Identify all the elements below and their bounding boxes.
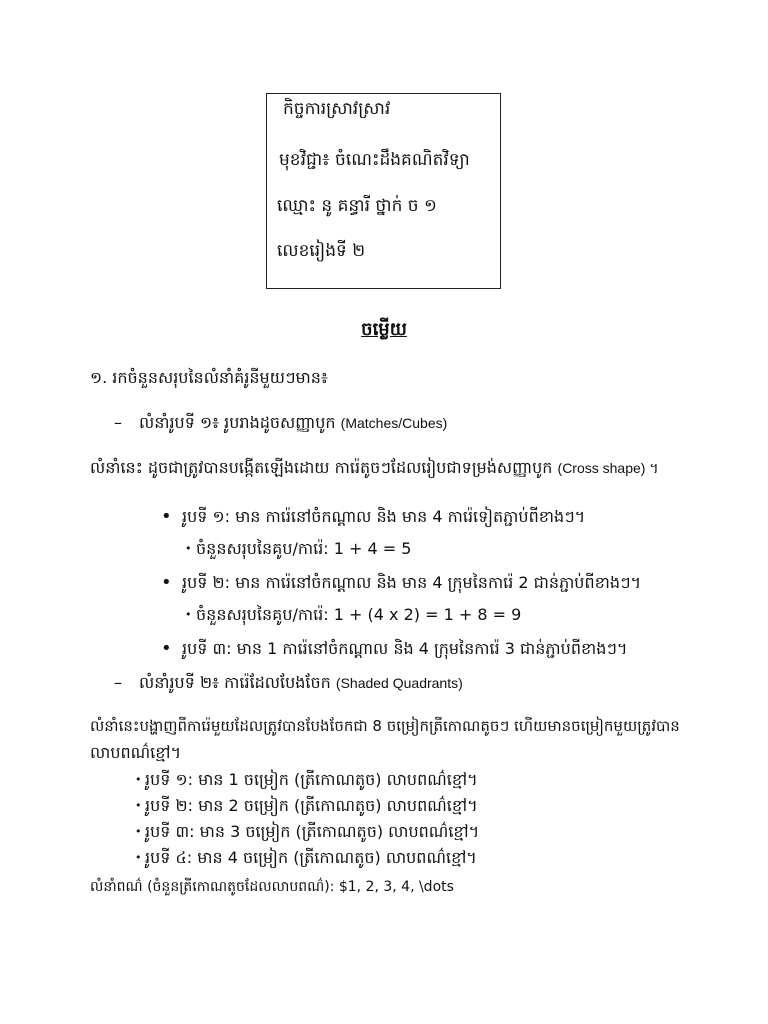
pattern-1-label-text: លំនាំរូបទី ១៖ រូបរាងដូចសញ្ញាបូក — [139, 413, 341, 432]
header-box — [266, 93, 501, 289]
bullet-icon: • — [135, 799, 142, 812]
bullet-icon: • — [185, 542, 192, 555]
pattern-1-item-1-total: ចំនួនសរុបនៃគូប/ការ៉េ: 1 + 4 = 5 — [196, 539, 412, 558]
dash-marker: – — [114, 673, 122, 692]
pattern-2-description-line-2: លាបពណ៌ខ្មៅ។ — [90, 743, 182, 762]
pattern-2-item-3: រូបទី ៣: មាន 3 ចម្រៀក (ត្រីកោណតូច) លាបពណ៌ខ្មៅ។ — [145, 822, 480, 841]
pattern-1-item-1: រូបទី ១: មាន ការ៉េនៅចំកណ្ដាល និង មាន 4 ការ៉េទៀតភ្ជាប់ពីខាងៗ។ — [182, 507, 586, 526]
header-subject: មុខវិជ្ជា៖ ចំណេះដឹងគណិតវិទ្យា — [279, 150, 470, 170]
pattern-2-label — [139, 672, 463, 694]
header-assignment: កិច្ចការស្រាវស្រាវ — [283, 99, 391, 119]
pattern-1-label — [139, 412, 447, 434]
page-title: ចម្លើយ — [361, 319, 407, 340]
pattern-2-item-4: រូបទី ៤: មាន 4 ចម្រៀក (ត្រីកោណតូច) លាបពណ៌ខ្មៅ។ — [145, 848, 477, 867]
dash-marker: – — [114, 413, 122, 432]
bullet-icon: • — [135, 851, 142, 864]
pattern-1-item-3: រូបទី ៣: មាន 1 ការ៉េនៅចំកណ្ដាល និង 4 ក្រុមនៃការ៉េ 3 ជាន់ភ្ជាប់ពីខាងៗ។ — [182, 639, 628, 658]
pattern-2-description-line-1: លំនាំនេះបង្ហាញពីការ៉េមួយដែលត្រូវបានបែងចែកជា 8 ចម្រៀកត្រីកោណតូចៗ ហើយមានចម្រៀកមួយត្រូវបាន — [90, 717, 680, 735]
pattern-2-label-text: លំនាំរូបទី ២៖ ការ៉េដែលបែងចែក — [139, 673, 336, 692]
header-number: លេខរៀងទី ២ — [277, 241, 366, 261]
header-name-class: ឈ្មោះ នូ គន្ធារី ថ្នាក់ ច ១ — [277, 196, 437, 216]
pattern-2-item-1: រូបទី ១: មាន 1 ចម្រៀក (ត្រីកោណតូច) លាបពណ៌ខ្មៅ។ — [145, 770, 478, 789]
bullet-icon: • — [161, 506, 172, 527]
pattern-2-sequence: លំនាំពណ៌ (ចំនួនត្រីកោណតូចដែលលាបពណ៌): $1, 2, 3, 4, \dots — [90, 879, 454, 895]
bullet-icon: • — [161, 638, 172, 659]
pattern-1-desc-latin: (Cross shape) ។ — [557, 460, 659, 476]
pattern-2-item-2: រូបទី ២: មាន 2 ចម្រៀក (ត្រីកោណតូច) លាបពណ៌ខ្មៅ។ — [145, 796, 478, 815]
bullet-icon: • — [135, 773, 142, 786]
bullet-icon: • — [185, 608, 192, 621]
question-1: ១. រកចំនួនសរុបនៃលំនាំគំរូនីមួយៗមាន៖ — [90, 368, 328, 387]
pattern-1-label-latin: (Matches/Cubes) — [340, 415, 448, 431]
bullet-icon: • — [135, 825, 142, 838]
pattern-1-description — [90, 457, 659, 479]
pattern-1-item-2: រូបទី ២: មាន ការ៉េនៅចំកណ្ដាល និង មាន 4 ក្រុមនៃការ៉េ 2 ជាន់ភ្ជាប់ពីខាងៗ។ — [182, 573, 642, 592]
bullet-icon: • — [161, 572, 172, 593]
pattern-1-desc-text: លំនាំនេះ ដូចជាត្រូវបានបង្កើតឡើងដោយ ការ៉េតូចៗដែលរៀបជាទម្រង់សញ្ញាបូក — [90, 458, 558, 477]
pattern-1-item-2-total: ចំនួនសរុបនៃគូប/ការ៉េ: 1 + (4 x 2) = 1 + 8 = 9 — [196, 605, 522, 624]
pattern-2-label-latin: (Shaded Quadrants) — [335, 675, 463, 691]
